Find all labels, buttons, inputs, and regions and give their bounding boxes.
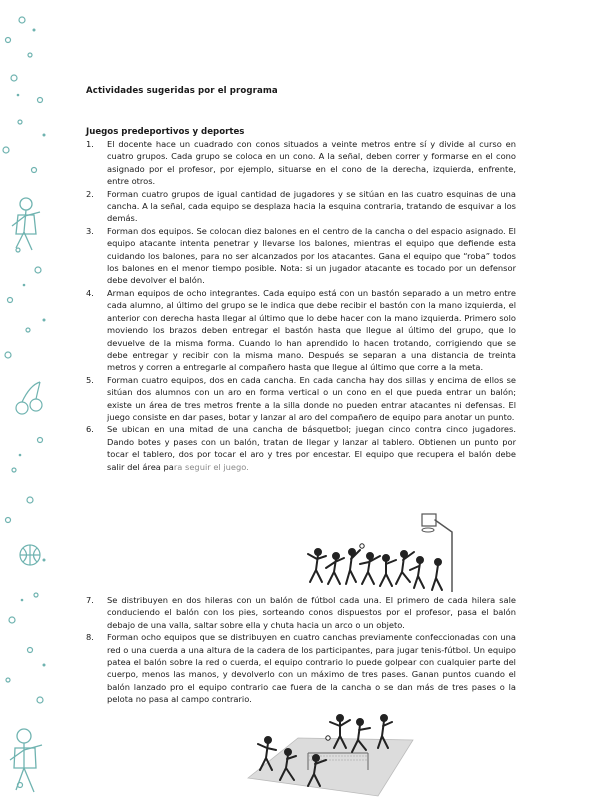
ball-icon bbox=[20, 545, 40, 565]
item-number: 6. bbox=[86, 424, 94, 435]
item-number: 4. bbox=[86, 287, 94, 298]
list-item bbox=[86, 631, 516, 705]
list-item bbox=[86, 225, 516, 287]
item-number: 7. bbox=[86, 595, 94, 605]
list-item bbox=[86, 287, 516, 374]
cherry-icon bbox=[16, 382, 42, 414]
list-item bbox=[86, 374, 516, 424]
item-number: 5. bbox=[86, 374, 94, 385]
item-text: Se distribuyen en dos hileras con un balón de fútbol cada una. El primero de cada hilera sale conduciendo el balón con los pies, sorteando conos dispuestos por el profesor, pasa el balón debajo de una valla, saltar sobre ella y chuta hacia un arco o un objeto. bbox=[107, 595, 516, 630]
item-text-faded: ra seguir el juego. bbox=[173, 461, 249, 472]
item-text: Forman cuatro grupos de igual cantidad de jugadores y se sitúan en las cuatro esquinas de una cancha. A la señal, cada equipo se desplaza hacia la esquina contraria, tratando de esquivar a los demás. bbox=[107, 188, 516, 224]
section-title: Juegos predeportivos y deportes bbox=[86, 127, 245, 137]
item-number: 2. bbox=[86, 188, 94, 199]
page-title: Actividades sugeridas por el programa bbox=[86, 86, 278, 96]
list-item bbox=[86, 423, 516, 473]
item-text: Forman dos equipos. Se colocan diez balones en el centro de la cancha o del espacio asignado. El equipo atacante intenta penetrar y llevarse los balones, mientras el equipo que defiende esta cuidando los balones, para no ser alcanzados por los atacantes. Gana el equipo que “roba” todos los balones en el menor tiempo posible. Nota: si un jugador atacante es tocado por un defensor debe devolver el balón. bbox=[107, 225, 516, 286]
activity-list bbox=[86, 138, 516, 473]
tennis-football-illustration bbox=[238, 708, 418, 798]
item-text: El docente hace un cuadrado con conos situados a veinte metros entre sí y divide al curso en cuatro grupos. Cada grupo se coloca en un cono. A la señal, deben correr y formarse en el cono asignado por el profesor, por ejemplo, situarse en el cono de la derecha, izquierda, enfrente, entre otros. bbox=[107, 139, 516, 187]
list-item bbox=[86, 594, 516, 631]
item-text: Forman ocho equipos que se distribuyen en cuatro canchas previamente confeccionadas con una red o una cuerda a una altura de la cadera de los participantes, para jugar tenis-fútbol. Un equipo patea el balón sobre la red o cuerda, el equipo contrario lo puede golpear con cualquier parte del cuerpo, menos las manos, y devolverlo con un máximo de tres pases. Ganan puntos cuando el balón lanzado pro el equipo contrario cae fuera de la cancha o se dan más de tres pases o la pelota no pasa al campo contrario. bbox=[107, 632, 516, 705]
item-text: Se ubican en una mitad de una cancha de básquetbol; juegan cinco contra cinco jugadores. Dando botes y pases con un balón, tratan de llegar y lanzar al tablero. Obtienen un punto por tocar el tablero, dos por tocar el aro y tres por encestar. El equipo que recupera el balón debe salir del área pa bbox=[107, 424, 516, 472]
item-text: Arman equipos de ocho integrantes. Cada equipo está con un bastón separado a un metro entre cada alumno, al último del grupo se le indica que debe recibir el bastón con la mano izquierda, el anterior con derecha hasta llegar al último que lo debe hacer con la mano izquierda. Primero solo moviendo los brazos deben entregar el bastón hasta que llegue al último del grupo, que lo devuelve de la misma forma. Cuando lo han aprendido lo hacen trotando, corrigiendo que se debe entregar y recibir con la misma mano. Después se separan a una distancia de treinta metros y corren a entregarle al compañero hasta que llegue al último que corre a la meta. bbox=[107, 287, 516, 373]
margin-decoration bbox=[0, 0, 60, 800]
basketball-players-illustration bbox=[300, 512, 470, 592]
list-item bbox=[86, 138, 516, 188]
list-item bbox=[86, 188, 516, 225]
child-figure-icon bbox=[12, 198, 40, 250]
item-number: 8. bbox=[86, 632, 94, 643]
child-figure-icon bbox=[10, 729, 42, 792]
item-number: 3. bbox=[86, 225, 94, 236]
item-text: Forman cuatro equipos, dos en cada cancha. En cada cancha hay dos sillas y encima de ellos se sitúan dos alumnos con un aro en forma vertical o un cono en el que pueda entrar un balón; existe un área de tres metros frente a la silla donde no pueden entrar atacantes ni defensas. El juego consiste en dar pases, botar y lanzar al aro del compañero de equipo para anotar un punto. bbox=[107, 374, 516, 422]
activity-list-continued bbox=[86, 594, 516, 706]
item-number: 1. bbox=[86, 139, 94, 149]
